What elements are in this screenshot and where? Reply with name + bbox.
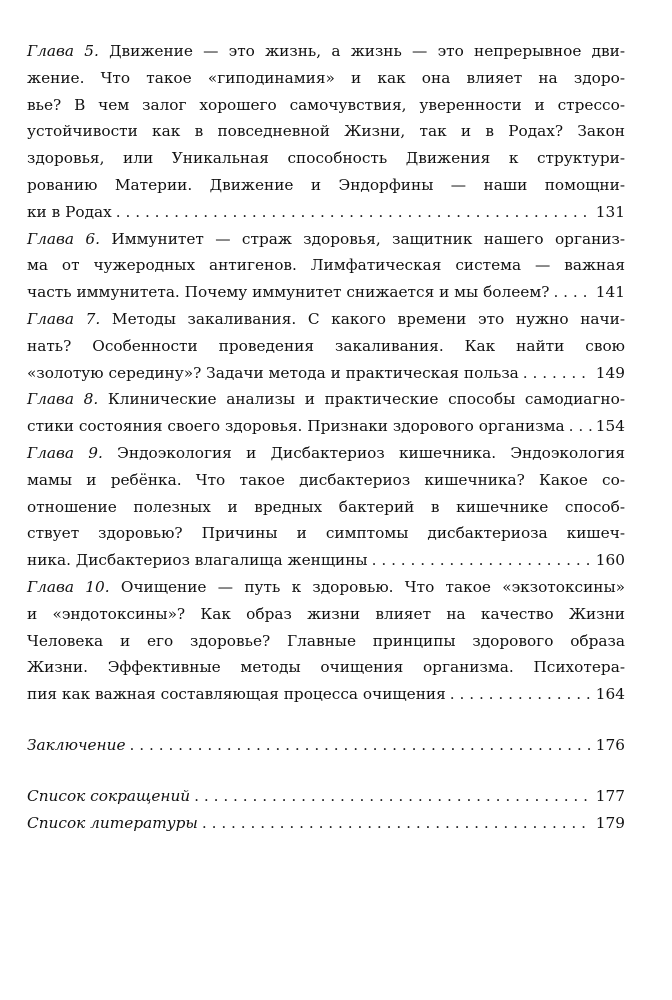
toc-line: ствует здоровью? Причины и симптомы дисбактериоза кишеч- — [27, 524, 625, 543]
chapter-label: Глава 5. — [27, 42, 99, 60]
leader-dots — [553, 279, 591, 306]
toc-line: и «эндотоксины»? Как образ жизни влияет на качество Жизни — [27, 604, 625, 623]
toc-line: Глава 6. Иммунитет — страж здоровья, защитник нашего организ- — [27, 229, 625, 248]
toc-last-line: Заключение . . . 176 — [27, 732, 625, 759]
leader-dots — [194, 783, 592, 810]
toc-last-line: «золотую середину»? Задачи метода и практическая польза . . . 149 — [27, 360, 625, 387]
toc-line: устойчивости как в повседневной Жизни, так и в Родах? Закон — [27, 122, 625, 141]
toc-last-line: ки в Родах . . . 131 — [27, 199, 625, 226]
toc-line: Человека и его здоровье? Главные принципы здорового образа — [27, 631, 625, 650]
toc-entry-chapter-7 — [27, 306, 625, 386]
page-number: 176 — [595, 735, 625, 754]
toc-line: рованию Материи. Движение и Эндорфины — наши помощни- — [27, 175, 625, 194]
toc-line: Глава 5. Движение — это жизнь, а жизнь — это непрерывное дви- — [27, 42, 626, 60]
toc-line: нать? Особенности проведения закаливания. Как найти свою — [27, 336, 625, 355]
section-gap — [27, 759, 625, 783]
toc-entry-abbreviations — [27, 783, 625, 810]
chapter-label: Глава 9. — [27, 443, 103, 462]
toc-entry-chapter-10 — [27, 574, 625, 708]
page-number: 160 — [595, 551, 625, 570]
toc-line: ма от чужеродных антигенов. Лимфатическая система — важная — [27, 256, 625, 275]
leader-dots — [372, 547, 592, 574]
chapter-label: Глава 10. — [27, 577, 110, 596]
toc-line: жение. Что такое «гиподинамия» и как она влияет на здоро- — [27, 68, 625, 87]
page-number: 131 — [595, 202, 625, 221]
toc-entry-conclusion — [27, 732, 625, 759]
toc-entry-chapter-8 — [27, 386, 625, 440]
toc-last-line: стики состояния своего здоровья. Признаки здорового организма . . . 154 — [27, 413, 625, 440]
table-of-contents — [27, 38, 625, 836]
toc-line: Глава 9. Эндоэкология и Дисбактериоз кишечника. Эндоэкология — [27, 443, 625, 462]
toc-line: Глава 10. Очищение — путь к здоровью. Что такое «экзотоксины» — [27, 577, 625, 596]
page-number: 154 — [595, 417, 625, 436]
toc-last-line: ника. Дисбактериоз влагалища женщины . . . 160 — [27, 547, 625, 574]
leader-dots — [116, 199, 592, 226]
leader-dots — [202, 810, 592, 837]
toc-line: вье? В чем залог хорошего самочувствия, уверенности и стрессо- — [27, 95, 625, 114]
toc-last-line: часть иммунитета. Почему иммунитет снижается и мы болеем? . . . 141 — [27, 279, 625, 306]
toc-line: отношение полезных и вредных бактерий в кишечнике способ- — [27, 497, 625, 516]
chapter-label: Глава 8. — [27, 390, 99, 409]
page-number: 164 — [595, 685, 625, 704]
toc-entry-chapter-6 — [27, 226, 625, 306]
page-number: 177 — [595, 786, 625, 805]
leader-dots — [450, 681, 592, 708]
toc-line: Жизни. Эффективные методы очищения организма. Психотера- — [27, 658, 625, 677]
toc-last-line: Список сокращений . . . 177 — [27, 783, 625, 810]
toc-line: Глава 7. Методы закаливания. С какого времени это нужно начи- — [27, 309, 625, 328]
toc-last-line: пия как важная составляющая процесса очищения . . . 164 — [27, 681, 625, 708]
toc-last-line: Список литературы . . . 179 — [27, 810, 625, 837]
toc-line: Глава 8. Клинические анализы и практические способы самодиагно- — [27, 390, 626, 409]
page-number: 141 — [595, 283, 625, 302]
leader-dots — [569, 413, 592, 440]
toc-line: здоровья, или Уникальная способность Движения к структури- — [27, 149, 625, 168]
page-number: 179 — [595, 813, 625, 832]
chapter-label: Глава 6. — [27, 229, 100, 248]
leader-dots — [130, 732, 592, 759]
chapter-label: Глава 7. — [27, 309, 101, 328]
leader-dots — [523, 360, 592, 387]
toc-entry-chapter-9 — [27, 440, 625, 574]
toc-entry-chapter-5 — [27, 38, 625, 226]
section-gap — [27, 708, 625, 732]
toc-line: мамы и ребёнка. Что такое дисбактериоз кишечника? Какое со- — [27, 470, 625, 489]
page-number: 149 — [595, 363, 625, 382]
toc-entry-literature — [27, 810, 625, 837]
